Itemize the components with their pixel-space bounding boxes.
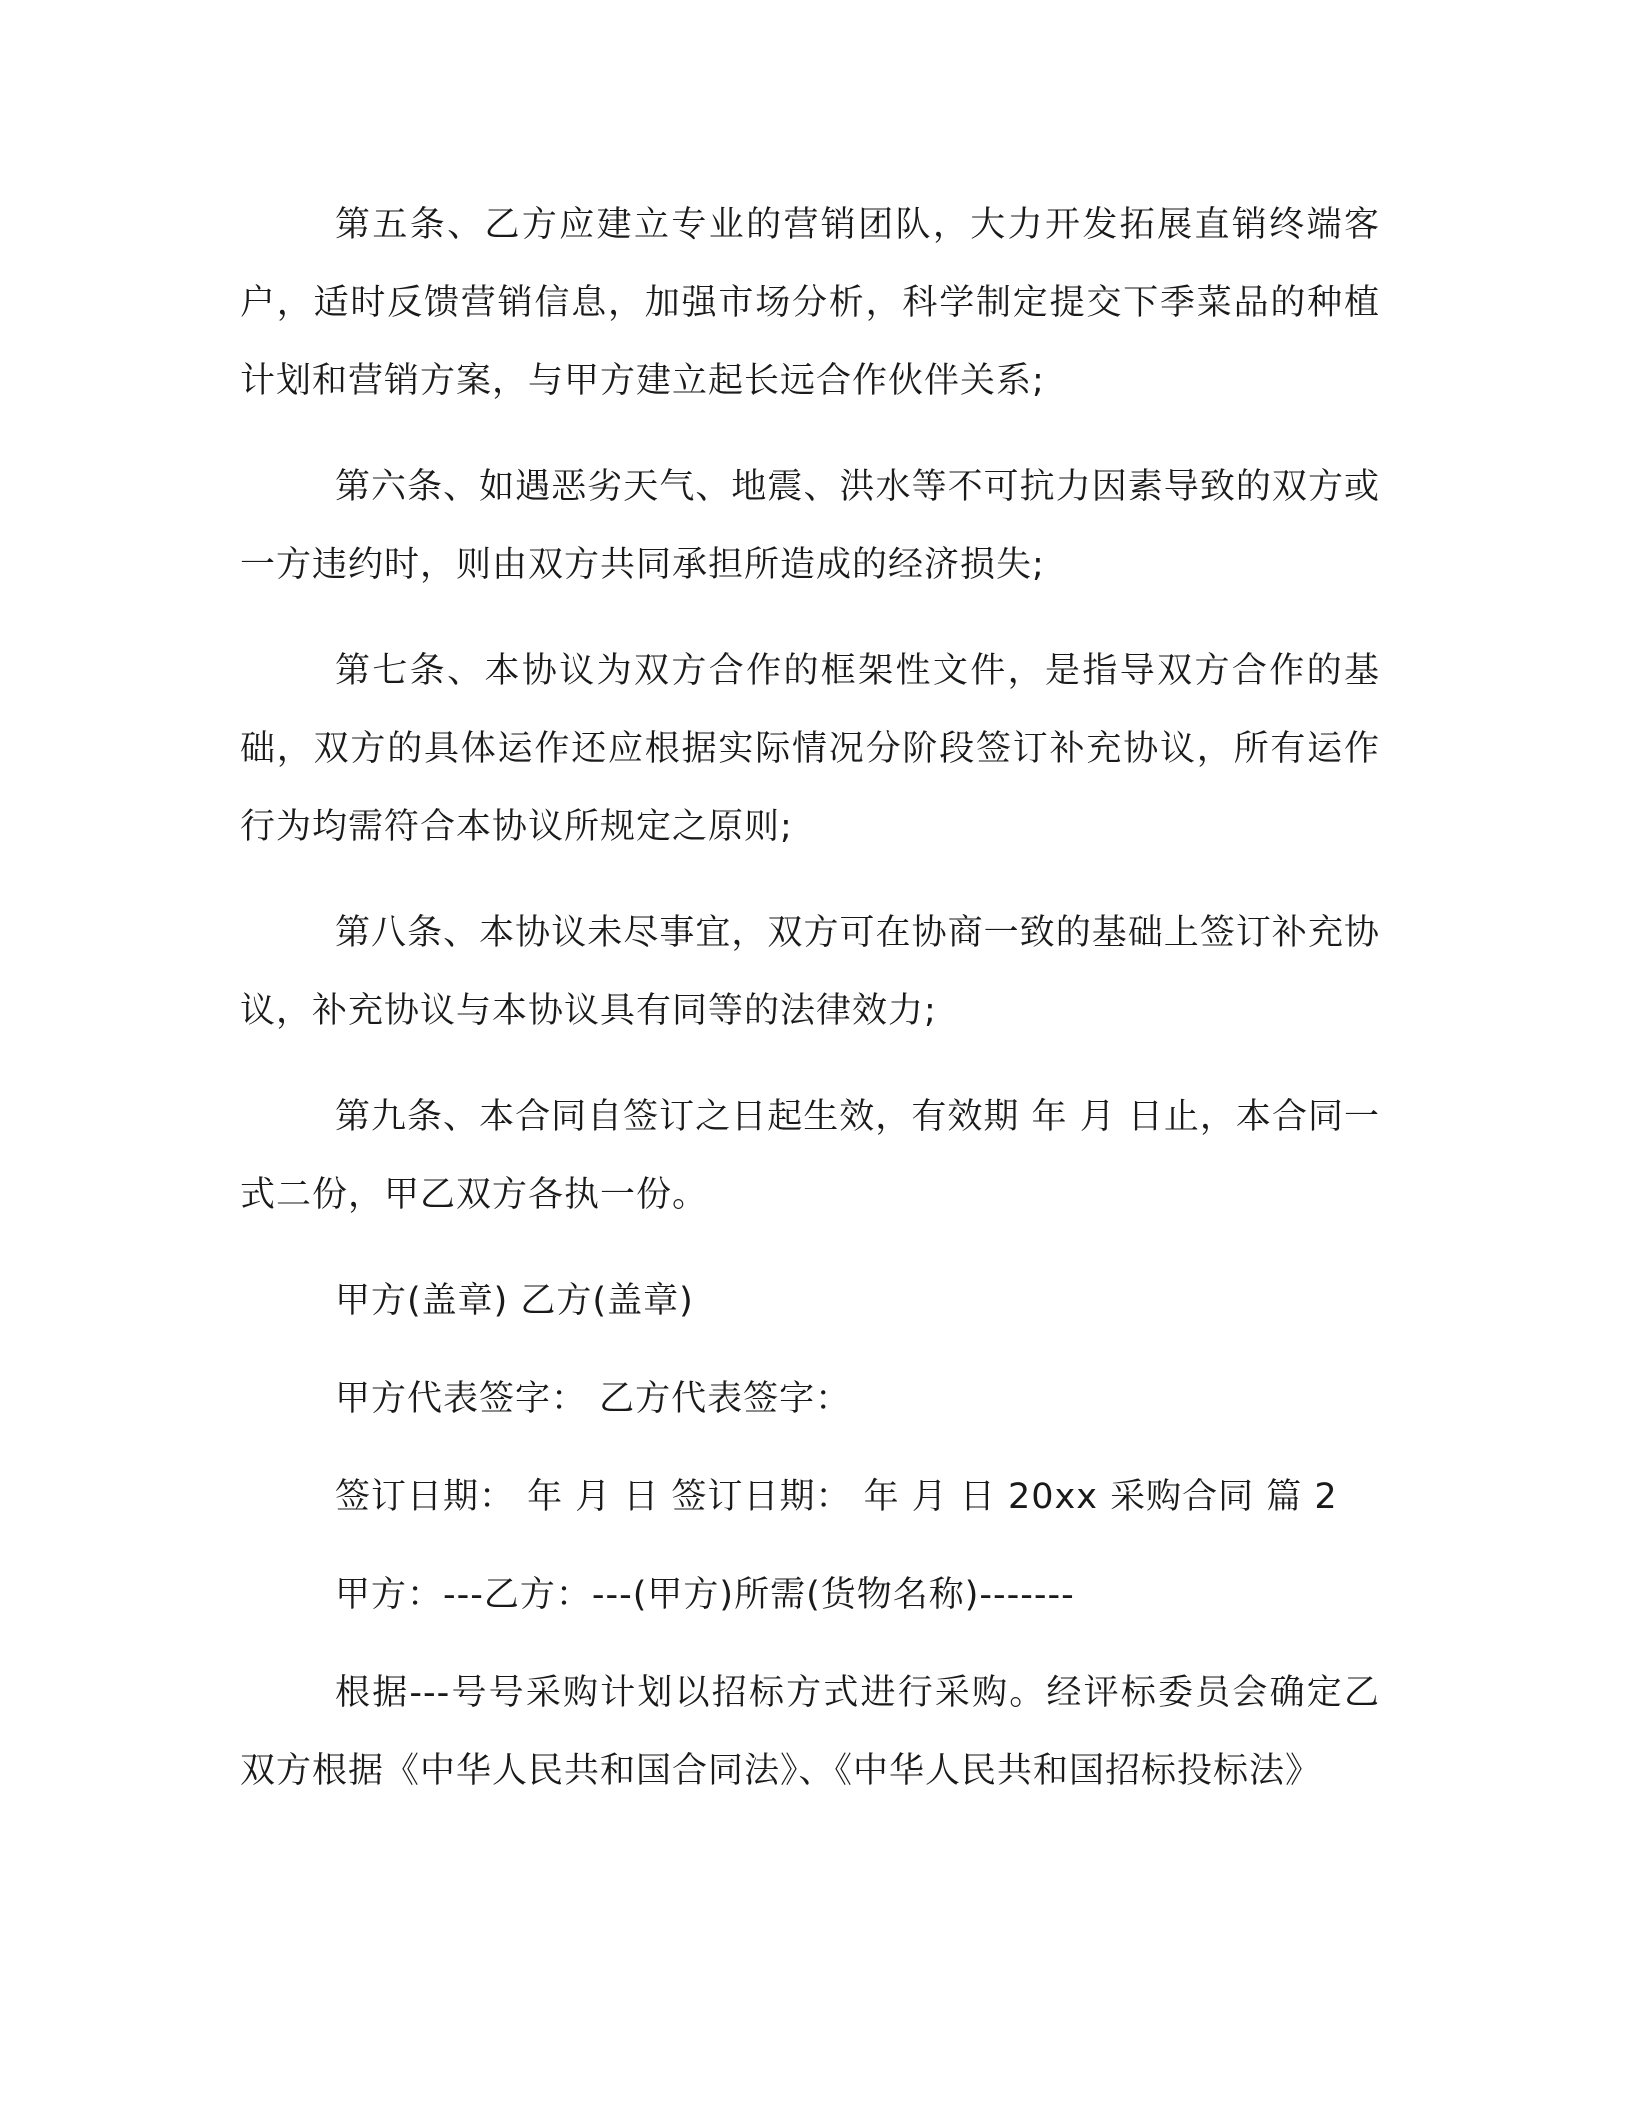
signature-line: 甲方代表签字： 乙方代表签字： [335, 1379, 852, 1419]
article-7-paragraph: 第七条、本协议为双方合作的框架性文件，是指导双方合作的基础，双方的具体运作还应根据实际情况分阶段签订补充协议，所有运作行为均需符合本协议所规定之原则; [240, 651, 1380, 847]
parties-line: 甲方：---乙方：---(甲方)所需(货物名称)------- [335, 1575, 1075, 1615]
document-body [240, 186, 1380, 1816]
seal-line: 甲方(盖章) 乙方(盖章) [335, 1281, 694, 1321]
article-5-paragraph: 第五条、乙方应建立专业的营销团队，大力开发拓展直销终端客户，适时反馈营销信息，加强市场分析，科学制定提交下季菜品的种植计划和营销方案，与甲方建立起长远合作伙伴关系; [240, 205, 1380, 401]
procurement-basis-paragraph: 根据---号号采购计划以招标方式进行采购。经评标委员会确定乙双方根据《中华人民共和国合同法》、《中华人民共和国招标投标法》 [240, 1673, 1380, 1791]
article-6-paragraph: 第六条、如遇恶劣天气、地震、洪水等不可抗力因素导致的双方或一方违约时，则由双方共同承担所造成的经济损失; [240, 467, 1380, 585]
signing-date-line: 签订日期： 年 月 日 签订日期： 年 月 日 20xx 采购合同 篇 2 [335, 1477, 1338, 1517]
article-9-paragraph: 第九条、本合同自签订之日起生效，有效期 年 月 日止，本合同一式二份，甲乙双方各执一份。 [240, 1097, 1380, 1215]
article-8-paragraph: 第八条、本协议未尽事宜，双方可在协商一致的基础上签订补充协议，补充协议与本协议具有同等的法律效力; [240, 913, 1380, 1031]
